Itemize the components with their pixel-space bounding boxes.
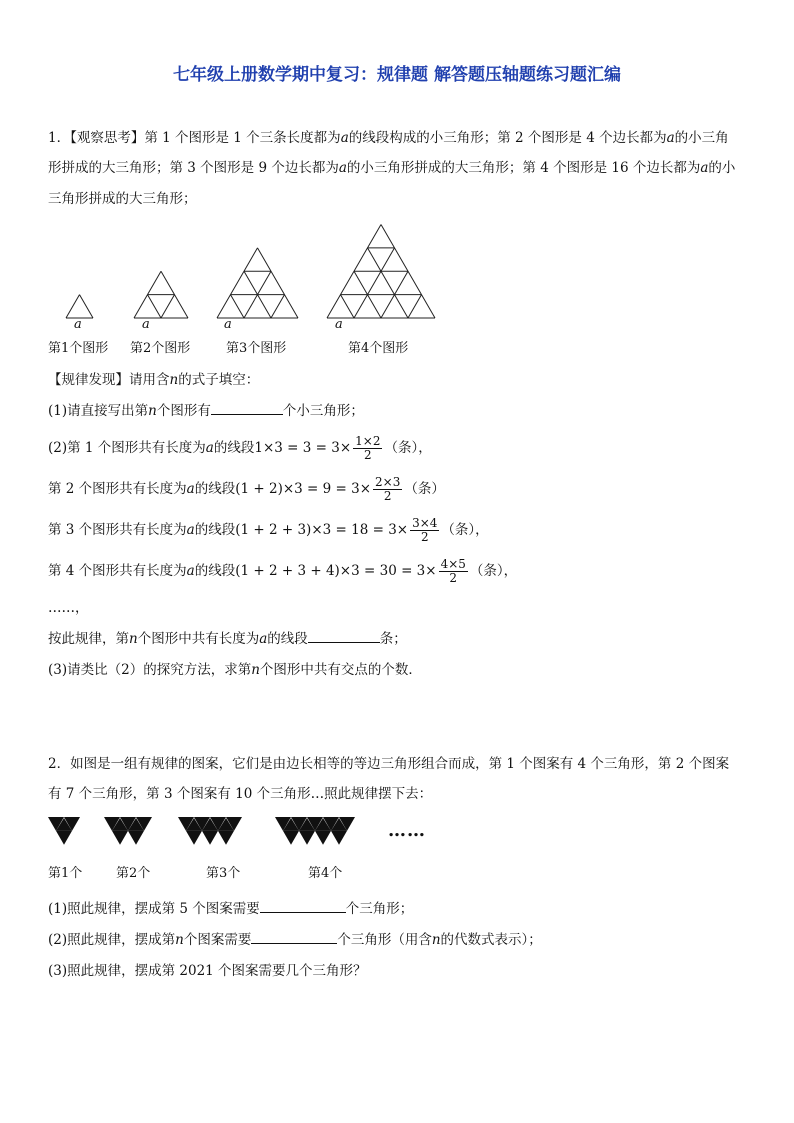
- q2-part1: [48, 898, 413, 919]
- pattern1-triangle: [56, 831, 72, 845]
- var-n: n: [129, 631, 138, 647]
- fraction-denominator: 2: [383, 489, 392, 503]
- fig3-a-label: a: [224, 317, 232, 332]
- part2-text: 第 2 个图形共有长度为: [48, 481, 187, 497]
- part2-text: （条），: [441, 522, 489, 538]
- pattern4-caption: 第4个: [308, 866, 343, 881]
- part1-text: 个图形有: [156, 403, 211, 419]
- part2-text: 个三角形（用含: [337, 932, 432, 948]
- part2-text: （条）: [404, 481, 445, 497]
- q1-dots: ……，: [48, 600, 89, 616]
- part2-text: 按此规律，第: [48, 631, 129, 647]
- var-a: a: [186, 563, 195, 579]
- answer-blank[interactable]: [251, 929, 337, 944]
- pattern3-triangle: [186, 831, 202, 845]
- part1-text: (1)请直接写出第: [48, 403, 149, 419]
- q1-intro-text: 的小: [708, 160, 736, 176]
- var-n: n: [175, 932, 184, 948]
- fig4-a-label: a: [335, 317, 343, 332]
- var-a: a: [338, 160, 347, 176]
- rule-text: 【规律发现】请用含: [48, 372, 170, 388]
- part1-text: 个三角形；: [345, 901, 414, 917]
- q2-part2: [48, 929, 542, 950]
- pattern2-triangle: [112, 831, 128, 845]
- fraction-denominator: 2: [449, 571, 458, 585]
- pattern1-caption: 第1个: [48, 866, 83, 881]
- expression: (1 + 2 + 3 + 4)×3 = 30 = 3×: [235, 563, 437, 579]
- fig4-caption: 第4个图形: [348, 341, 409, 356]
- part2-text: 的线段: [194, 522, 236, 538]
- var-n: n: [148, 403, 157, 419]
- var-a: a: [340, 130, 349, 146]
- var-a: a: [205, 440, 214, 456]
- part2-text: 的线段: [194, 481, 236, 497]
- expression: (1 + 2)×3 = 9 = 3×: [235, 481, 372, 497]
- pattern3-triangle: [218, 831, 234, 845]
- part3-text: 个图形中共有交点的个数．: [259, 662, 422, 678]
- pattern2-triangle: [128, 831, 144, 845]
- fraction-denominator: 2: [363, 448, 372, 462]
- expression: 1×3 = 3 = 3×: [254, 440, 352, 456]
- fig2-a-label: a: [142, 317, 150, 332]
- fraction-numerator: 1×2: [355, 434, 381, 448]
- q1-intro-text: 三角形拼成的大三角形；: [48, 191, 197, 207]
- fraction-numerator: 2×3: [375, 475, 401, 489]
- part2-text: 的代数式表示）；: [440, 932, 542, 948]
- var-n: n: [251, 662, 260, 678]
- part1-text: (1)照此规律，摆成第 5 个图案需要: [48, 901, 260, 917]
- part2-text: （条），: [384, 440, 432, 456]
- part2-text: 的线段: [267, 631, 308, 647]
- part3-text: (3)请类比（2）的探究方法，求第: [48, 662, 252, 678]
- q1-intro-text: 的小三角: [674, 130, 729, 146]
- pattern-ellipsis: ……: [388, 820, 426, 841]
- pattern3-triangle: [202, 831, 218, 845]
- part2-text: 第 3 个图形共有长度为: [48, 522, 187, 538]
- part2-text: （条），: [469, 563, 518, 579]
- part2-text: 第 4 个图形共有长度为: [48, 563, 187, 579]
- var-a: a: [666, 130, 675, 146]
- pattern2-caption: 第2个: [116, 866, 151, 881]
- pattern3-caption: 第3个: [206, 866, 241, 881]
- var-n: n: [431, 932, 441, 948]
- fraction-numerator: 4×5: [440, 557, 466, 571]
- page-title: 七年级上册数学期中复习：规律题 解答题压轴题练习题汇编: [173, 65, 621, 85]
- q1-intro-text: 的线段构成的小三角形；第 2 个图形是 4 个边长都为: [348, 130, 667, 146]
- q1-intro-text: 1．【观察思考】第 1 个图形是 1 个三条长度都为: [48, 130, 341, 146]
- answer-blank[interactable]: [260, 898, 346, 913]
- fig1-caption: 第1个图形: [48, 341, 109, 356]
- var-a: a: [186, 522, 195, 538]
- part2-text: 的线段: [194, 563, 236, 579]
- q2-intro-line-1: 2．如图是一组有规律的图案，它们是由边长相等的等边三角形组合而成，第 1 个图案有 4 个三角形，第 2 个图案: [48, 756, 730, 772]
- part2-text: 条；: [379, 631, 407, 647]
- var-n: n: [169, 372, 179, 388]
- fig2-caption: 第2个图形: [130, 341, 191, 356]
- var-a: a: [186, 481, 195, 497]
- rule-text: 的式子填空：: [178, 372, 260, 388]
- pattern4-triangle: [315, 831, 331, 845]
- q2-part3: (3)照此规律，摆成第 2021 个图案需要几个三角形？: [48, 963, 367, 979]
- fig3-caption: 第3个图形: [226, 341, 287, 356]
- part2-text: (2)照此规律，摆成第: [48, 932, 176, 948]
- q2-intro-line-2: 有 7 个三角形，第 3 个图案有 10 个三角形…照此规律摆下去：: [48, 786, 433, 802]
- pattern4-triangle: [283, 831, 299, 845]
- part2-text: (2)第 1 个图形共有长度为: [48, 440, 206, 456]
- part1-text: 个小三角形；: [282, 403, 364, 419]
- fig1-a-label: a: [74, 317, 82, 332]
- var-a: a: [700, 160, 709, 176]
- part2-text: 的线段: [213, 440, 255, 456]
- pattern4-triangle: [299, 831, 315, 845]
- var-a: a: [259, 631, 268, 647]
- fraction-numerator: 3×4: [412, 516, 438, 530]
- q1-intro-text: 形拼成的大三角形；第 3 个图形是 9 个边长都为: [48, 160, 339, 176]
- expression: (1 + 2 + 3)×3 = 18 = 3×: [235, 522, 409, 538]
- fraction-denominator: 2: [420, 530, 429, 544]
- part2-text: 个图形中共有长度为: [137, 631, 260, 647]
- part2-text: 个图案需要: [183, 932, 252, 948]
- q1-intro-text: 的小三角形拼成的大三角形；第 4 个图形是 16 个边长都为: [346, 160, 701, 176]
- pattern4-triangle: [331, 831, 347, 845]
